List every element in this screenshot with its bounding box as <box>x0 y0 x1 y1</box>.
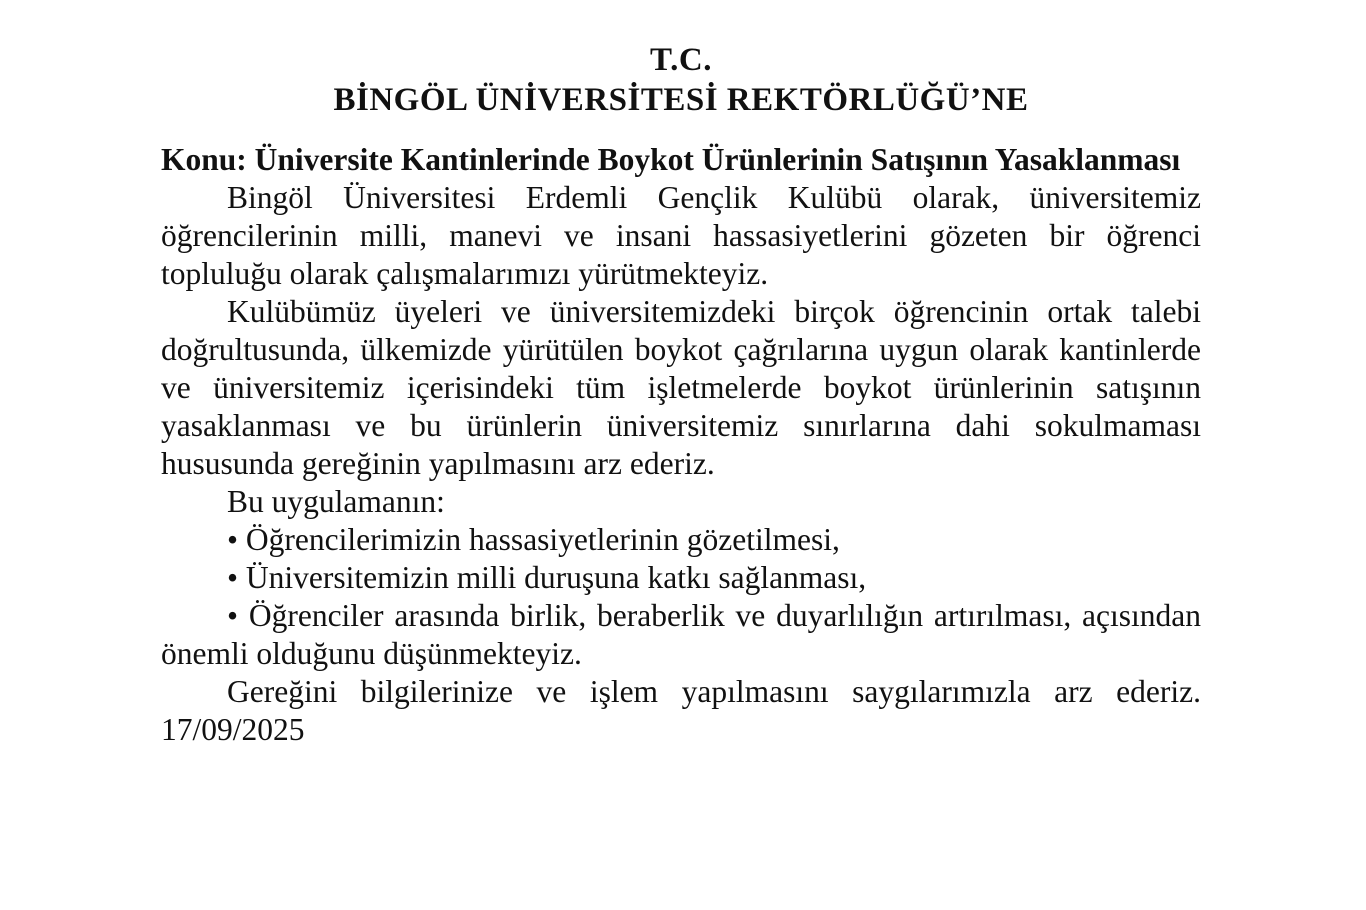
body-paragraph-2: Kulübümüz üyeleri ve üniversitemizdeki birçok öğrencinin ortak talebi doğrultusunda, ülkemizde yürütülen boykot çağrılarına uygun olarak kantinlerde ve üniversitemiz içerisindeki tüm işletmelerde boykot ürünlerinin satışının yasaklanması ve bu ürünlerin üniversitemiz sınırlarına dahi sokulmaması hususunda gereğinin yapılmasını arz ederiz. <box>161 294 1201 481</box>
header-tc: T.C. <box>650 42 712 78</box>
list-item-text: Öğrencilerimizin hassasiyetlerinin gözetilmesi, <box>245 522 840 557</box>
subject-line: Konu: Üniversite Kantinlerinde Boykot Ürünlerinin Satışının Yasaklanması <box>161 142 1181 177</box>
list-item-text: Öğrenciler arasında birlik, beraberlik ve duyarlılığın artırılması, açısından önemli olduğunu düşünmekteyiz. <box>161 598 1202 671</box>
list-item <box>161 597 1201 673</box>
bullet-icon: • <box>227 522 239 557</box>
body-paragraph-1: Bingöl Üniversitesi Erdemli Gençlik Kulübü olarak, üniversitemiz öğrencilerinin milli, manevi ve insani hassasiyetlerini gözeten bir öğrenci topluluğu olarak çalışmalarımızı yürütmekteyiz. <box>161 180 1201 291</box>
list-item-text: Üniversitemizin milli duruşuna katkı sağlanması, <box>245 560 867 595</box>
list-intro: Bu uygulamanın: <box>227 484 445 519</box>
bullet-icon: • <box>227 598 239 633</box>
header-recipient: BİNGÖL ÜNİVERSİTESİ REKTÖRLÜĞÜ’NE <box>333 82 1029 118</box>
list-item <box>161 559 1201 597</box>
petition-document <box>161 40 1201 749</box>
closing-paragraph: Gereğini bilgilerinize ve işlem yapılmasını saygılarımızla arz ederiz. 17/09/2025 <box>161 674 1201 747</box>
list-item <box>161 521 1201 559</box>
bullet-icon: • <box>227 560 239 595</box>
